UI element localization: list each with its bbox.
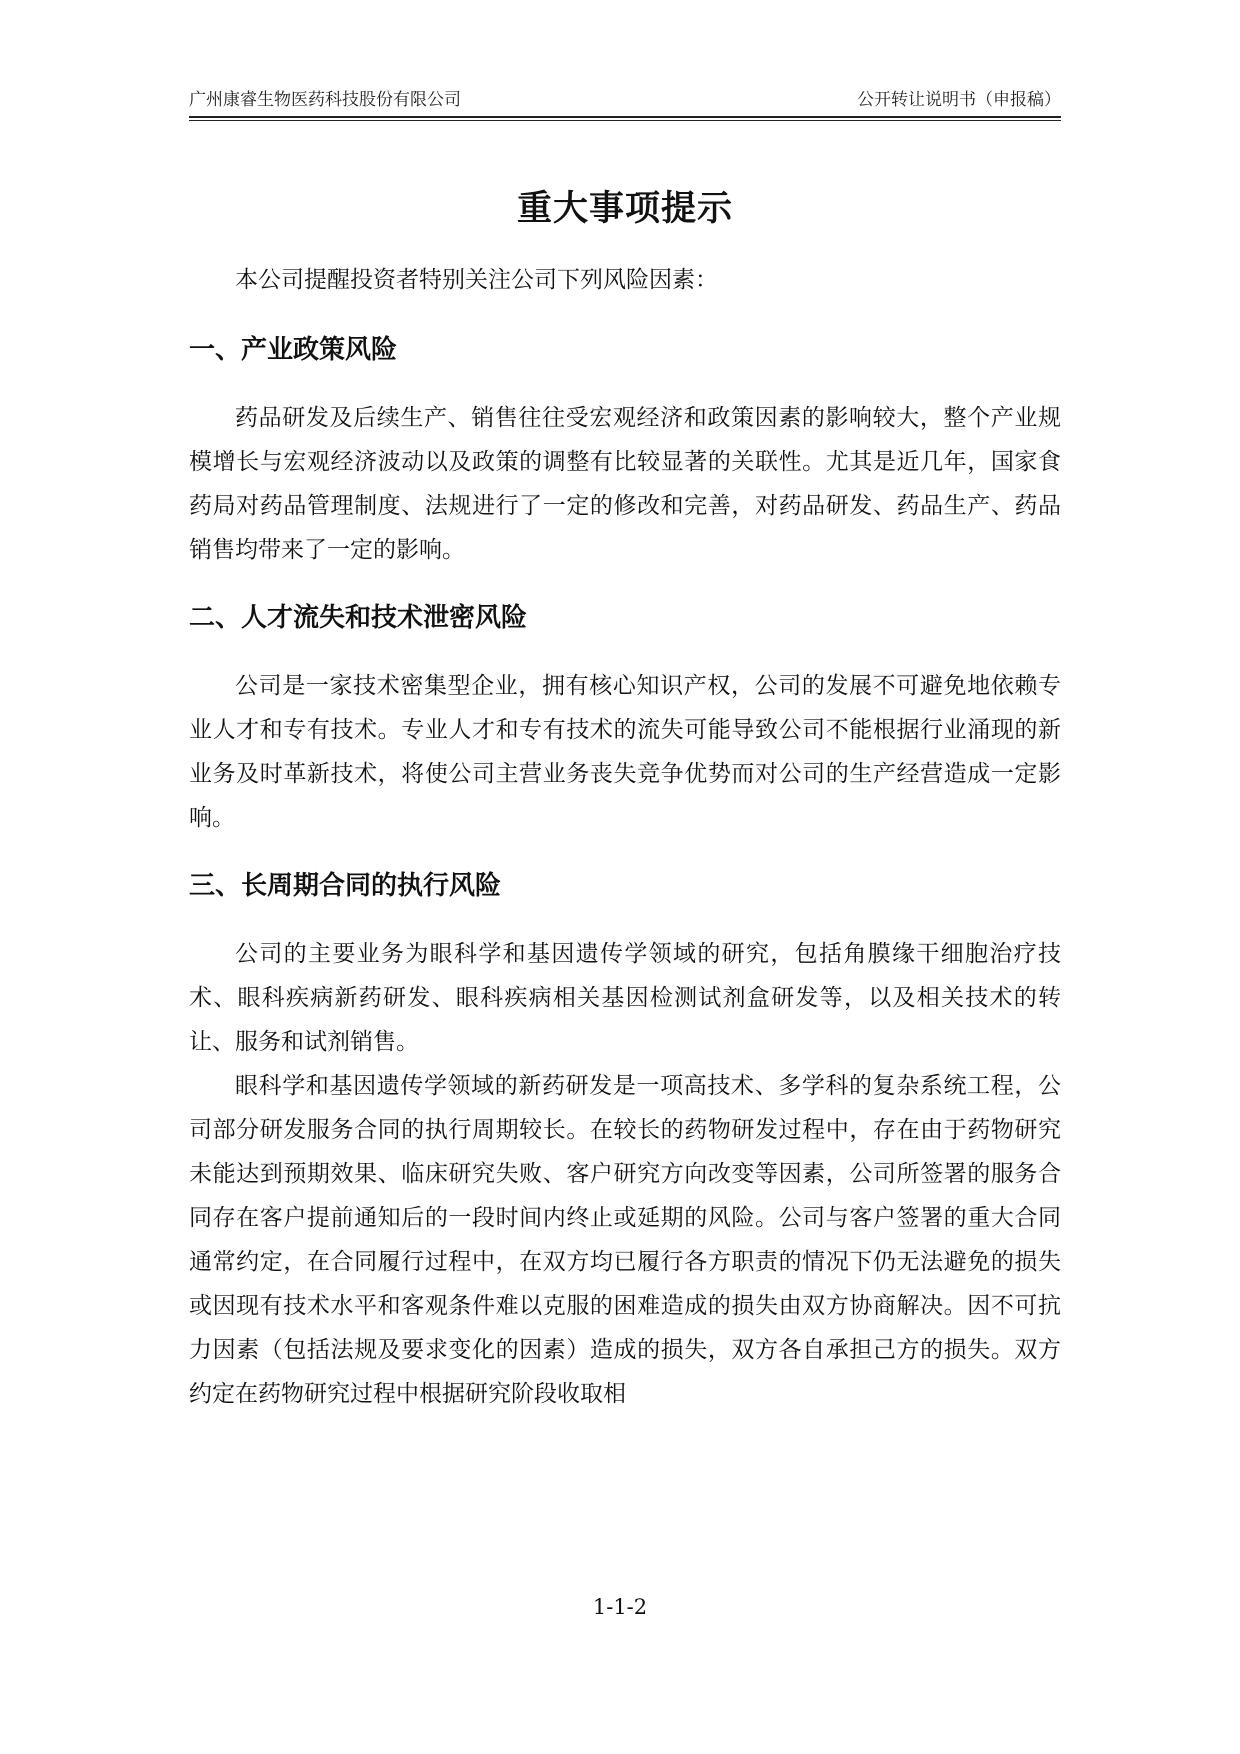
intro-paragraph: 本公司提醒投资者特别关注公司下列风险因素： — [235, 267, 718, 293]
body-paragraph: 公司是一家技术密集型企业，拥有核心知识产权，公司的发展不可避免地依赖专业人才和专有技术。专业人才和专有技术的流失可能导致公司不能根据行业涌现的新业务及时革新技术，将使公司主营业务丧失竞争优势而对公司的生产经营造成一定影响。 — [189, 673, 1061, 831]
header-divider-thin — [189, 120, 1061, 121]
document-body — [189, 184, 1061, 1438]
header-divider — [189, 116, 1061, 118]
section-industry-policy-risk — [189, 326, 1061, 572]
header-company-name: 广州康睿生物医药科技股份有限公司 — [189, 90, 461, 110]
page-number: 1-1-2 — [592, 1595, 648, 1619]
section-heading: 三、长周期合同的执行风险 — [189, 871, 502, 901]
page-title: 重大事项提示 — [516, 189, 733, 229]
body-paragraph: 药品研发及后续生产、销售往往受宏观经济和政策因素的影响较大，整个产业规模增长与宏观经济波动以及政策的调整有比较显著的关联性。尤其是近几年，国家食药局对药品管理制度、法规进行了一定的修改和完善，对药品研发、药品生产、药品销售均带来了一定的影响。 — [189, 405, 1061, 563]
header-document-type: 公开转让说明书（申报稿） — [857, 90, 1061, 110]
section-heading: 二、人才流失和技术泄密风险 — [189, 603, 528, 633]
section-long-contract-risk — [189, 862, 1061, 1416]
page-header — [189, 86, 1061, 114]
body-paragraph: 公司的主要业务为眼科学和基因遗传学领域的研究，包括角膜缘干细胞治疗技术、眼科疾病新药研发、眼科疾病相关基因检测试剂盒研发等，以及相关技术的转让、服务和试剂销售。 — [189, 941, 1061, 1055]
section-talent-loss-risk — [189, 594, 1061, 840]
section-heading: 一、产业政策风险 — [189, 335, 398, 365]
body-paragraph: 眼科学和基因遗传学领域的新药研发是一项高技术、多学科的复杂系统工程，公司部分研发服务合同的执行周期较长。在较长的药物研发过程中，存在由于药物研究未能达到预期效果、临床研究失败、客户研究方向改变等因素，公司所签署的服务合同存在客户提前通知后的一段时间内终止或延期的风险。公司与客户签署的重大合同通常约定，在合同履行过程中，在双方均已履行各方职责的情况下仍无法避免的损失或因现有技术水平和客观条件难以克服的困难造成的损失由双方协商解决。因不可抗力因素（包括法规及要求变化的因素）造成的损失，双方各自承担己方的损失。双方约定在药物研究过程中根据研究阶段收取相 — [189, 1073, 1061, 1407]
